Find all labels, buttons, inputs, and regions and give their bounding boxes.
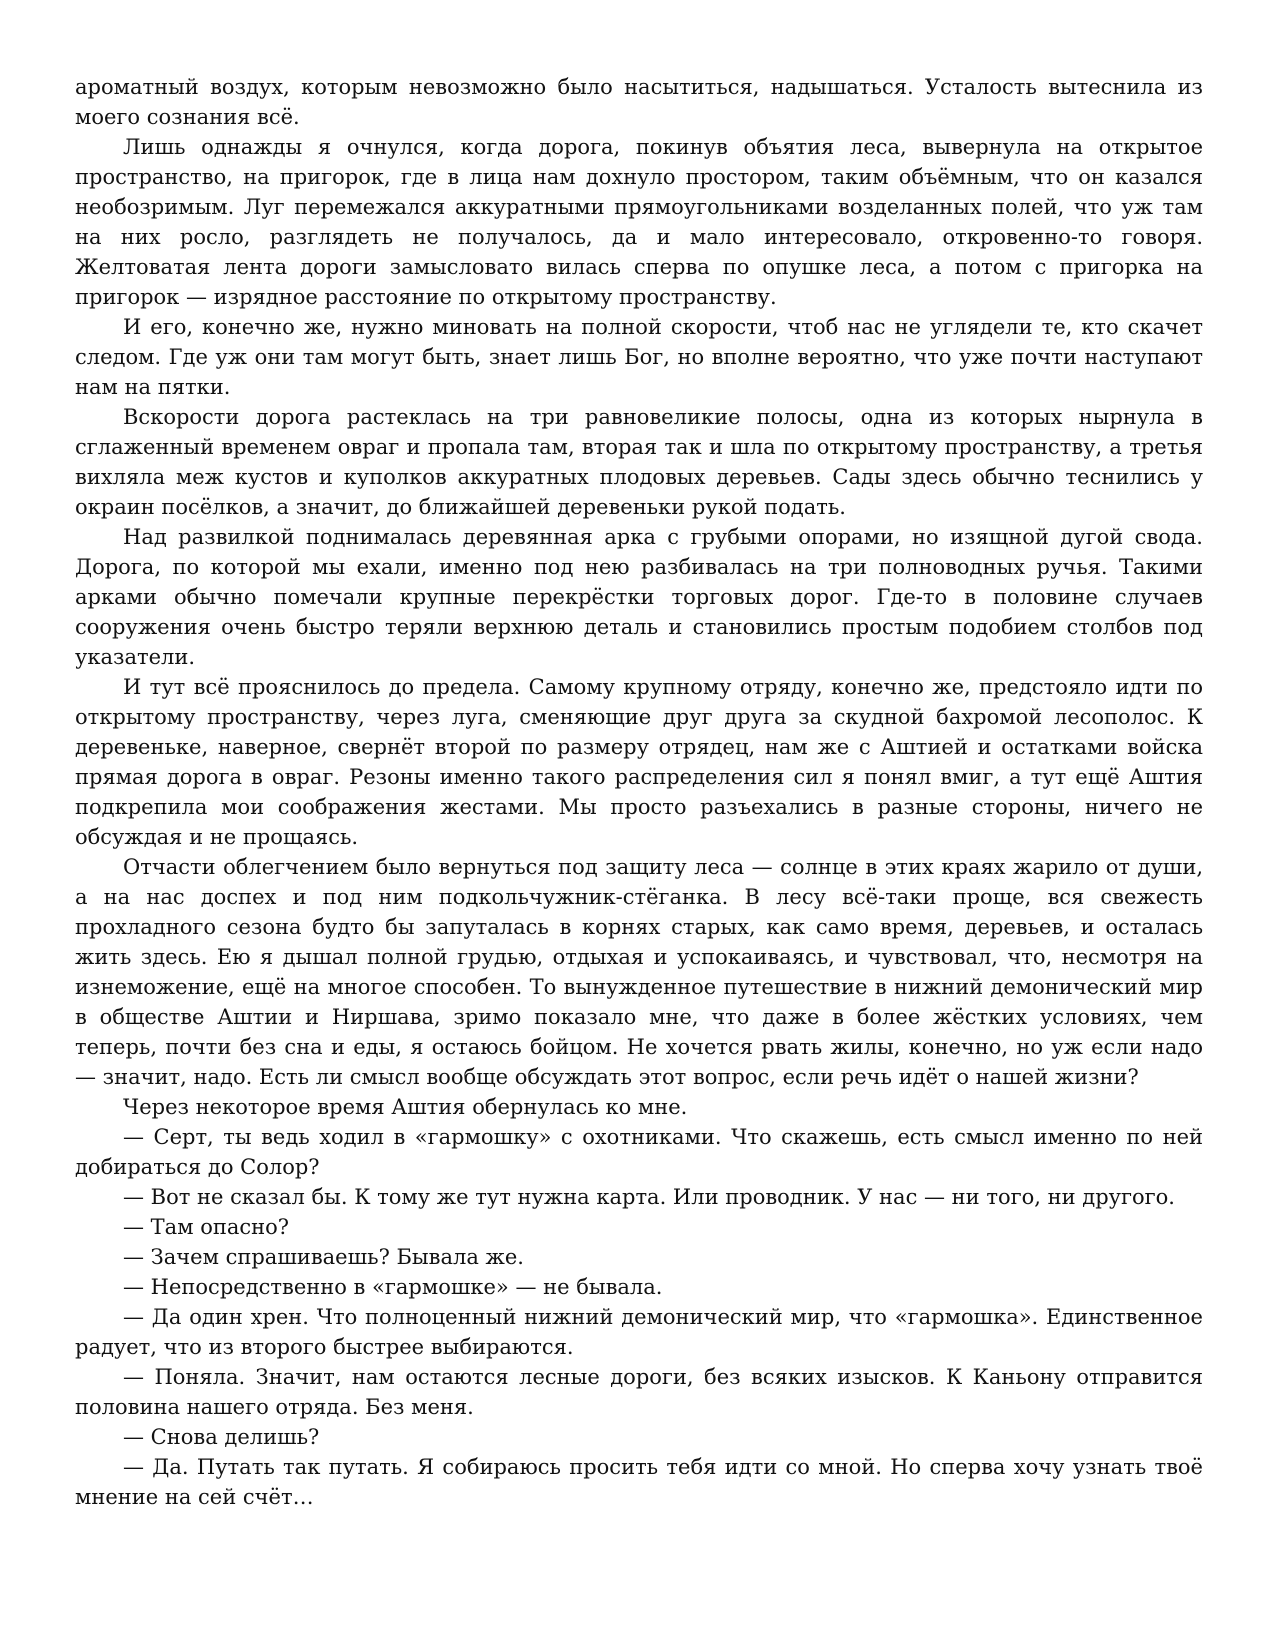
paragraph: И его, конечно же, нужно миновать на полной скорости, чтоб нас не углядели те, кто скачет следом. Где уж они там могут быть, знает лишь Бог, но вполне вероятно, что уже почти наступают нам на пятки. <box>75 315 1203 399</box>
paragraph: И тут всё прояснилось до предела. Самому крупному отряду, конечно же, предстояло идти по открытому пространству, через луга, сменяющие друг друга за скудной бахромой лесополос. К деревеньке, наверное, свернёт второй по размеру отрядец, нам же с Аштией и остатками войска прямая дорога в овраг. Резоны именно такого распределения сил я понял вмиг, а тут ещё Аштия подкрепила мои соображения жестами. Мы просто разъехались в разные стороны, ничего не обсуждая и не прощаясь. <box>75 675 1203 849</box>
paragraph: Лишь однажды я очнулся, когда дорога, покинув объятия леса, вывернула на открытое пространство, на пригорок, где в лица нам дохнуло простором, таким объёмным, что он казался необозримым. Луг перемежался аккуратными прямоугольниками возделанных полей, что уж там на них росло, разглядеть не получалось, да и мало интересовало, откровенно-то говоря. Желтоватая лента дороги замысловато вилась сперва по опушке леса, а потом с пригорка на пригорок — изрядное расстояние по открытому пространству. <box>75 135 1203 309</box>
dialogue-line: — Да один хрен. Что полноценный нижний демонический мир, что «гармошка». Единственное радует, что из второго быстрее выбираются. <box>75 1305 1203 1359</box>
paragraph: ароматный воздух, которым невозможно было насытиться, надышаться. Усталость вытеснила из моего сознания всё. <box>75 75 1203 129</box>
dialogue-line: — Вот не сказал бы. К тому же тут нужна карта. Или проводник. У нас — ни того, ни другого. <box>123 1185 1175 1209</box>
dialogue-line: — Там опасно? <box>123 1215 290 1239</box>
dialogue-line: — Непосредственно в «гармошке» — не бывала. <box>123 1275 663 1299</box>
book-page <box>75 72 1203 1512</box>
paragraph: Вскорости дорога растеклась на три равновеликие полосы, одна из которых нырнула в сглаженный временем овраг и пропала там, вторая так и шла по открытому пространству, а третья вихляла меж кустов и куполков аккуратных плодовых деревьев. Сады здесь обычно теснились у окраин посёлков, а значит, до ближайшей деревеньки рукой подать. <box>75 405 1203 519</box>
paragraph: Над развилкой поднималась деревянная арка с грубыми опорами, но изящной дугой свода. Дорога, по которой мы ехали, именно под нею разбивалась на три полноводных ручья. Такими арками обычно помечали крупные перекрёстки торговых дорог. Где-то в половине случаев сооружения очень быстро теряли верхнюю деталь и становились простым подобием столбов под указатели. <box>75 525 1203 669</box>
dialogue-line: — Да. Путать так путать. Я собираюсь просить тебя идти со мной. Но сперва хочу узнать твоё мнение на сей счёт… <box>75 1455 1203 1509</box>
dialogue-line: — Снова делишь? <box>123 1425 320 1449</box>
paragraph: Через некоторое время Аштия обернулась ко мне. <box>123 1095 688 1119</box>
dialogue-line: — Зачем спрашиваешь? Бывала же. <box>123 1245 524 1269</box>
paragraph: Отчасти облегчением было вернуться под защиту леса — солнце в этих краях жарило от души, а на нас доспех и под ним подкольчужник-стёганка. В лесу всё-таки проще, вся свежесть прохладного сезона будто бы запуталась в корнях старых, как само время, деревьев, и осталась жить здесь. Ею я дышал полной грудью, отдыхая и успокаиваясь, и чувствовал, что, несмотря на изнеможение, ещё на многое способен. То вынужденное путешествие в нижний демонический мир в обществе Аштии и Ниршава, зримо показало мне, что даже в более жёстких условиях, чем теперь, почти без сна и еды, я остаюсь бойцом. Не хочется рвать жилы, конечно, но уж если надо — значит, надо. Есть ли смысл вообще обсуждать этот вопрос, если речь идёт о нашей жизни? <box>75 855 1203 1089</box>
dialogue-line: — Серт, ты ведь ходил в «гармошку» с охотниками. Что скажешь, есть смысл именно по ней добираться до Солор? <box>75 1125 1203 1179</box>
dialogue-line: — Поняла. Значит, нам остаются лесные дороги, без всяких изысков. К Каньону отправится половина нашего отряда. Без меня. <box>75 1365 1203 1419</box>
